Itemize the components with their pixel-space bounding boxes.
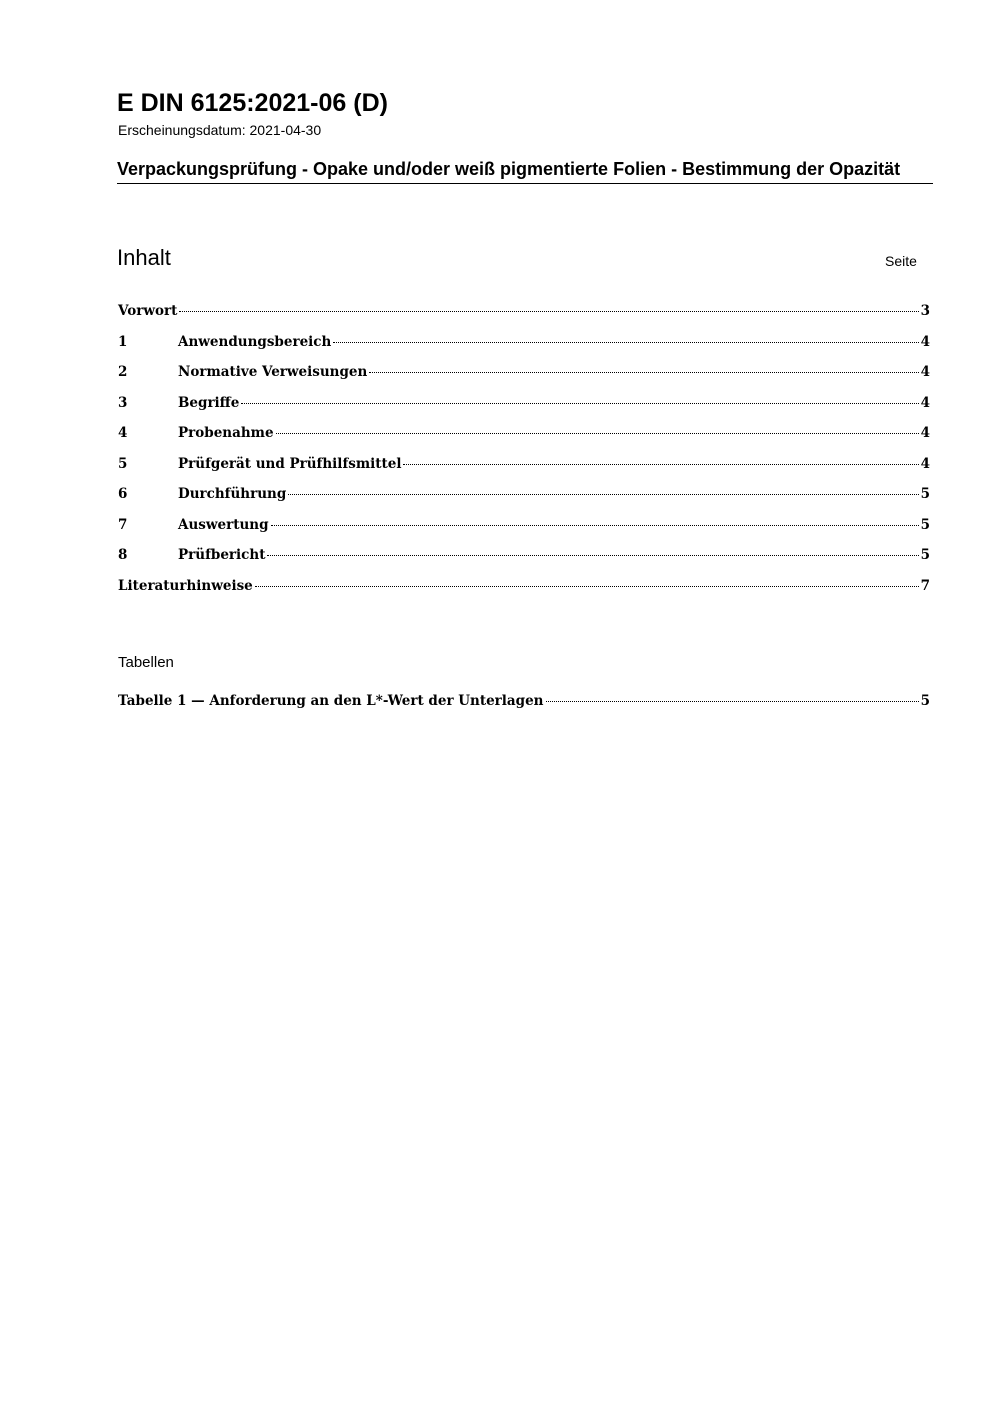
toc-entry-page: 7 — [920, 577, 930, 594]
list-of-tables — [118, 690, 930, 721]
dot-leader — [179, 311, 918, 312]
toc-entry-test-report[interactable] — [118, 544, 930, 575]
dot-leader — [241, 403, 918, 404]
toc-entry-evaluation[interactable] — [118, 514, 930, 545]
table-entry-page: 5 — [920, 693, 930, 709]
toc-entry-title: Anwendungsbereich — [178, 333, 332, 350]
dot-leader — [267, 555, 918, 556]
toc-entry-page: 4 — [920, 364, 930, 380]
toc-entry-title: Durchführung — [178, 486, 287, 502]
toc-entry-number: 5 — [118, 455, 128, 472]
dot-leader — [271, 525, 919, 526]
dot-leader — [333, 342, 918, 343]
dot-leader — [403, 464, 918, 465]
toc-entry-page: 4 — [920, 425, 930, 441]
toc-entry-bibliography[interactable] — [118, 575, 930, 606]
page-column-label: Seite — [885, 253, 917, 269]
toc-entry-number: 7 — [118, 516, 128, 533]
toc-entry-page: 5 — [920, 547, 930, 563]
toc-entry-number: 1 — [118, 333, 128, 350]
toc-entry-page: 5 — [920, 486, 930, 502]
toc-entry-number: 8 — [118, 547, 128, 563]
table-of-contents — [118, 300, 930, 605]
toc-heading: Inhalt — [117, 245, 171, 270]
document-id: E DIN 6125:2021-06 (D) — [117, 89, 388, 117]
toc-entry-title: Prüfbericht — [178, 547, 266, 563]
toc-entry-number: 6 — [118, 486, 128, 502]
toc-entry-title: Vorwort — [118, 303, 178, 319]
toc-entry-title: Probenahme — [178, 425, 274, 441]
tables-heading: Tabellen — [118, 654, 174, 671]
toc-entry-scope[interactable] — [118, 331, 930, 362]
toc-entry-page: 4 — [920, 394, 930, 411]
publication-date: Erscheinungsdatum: 2021-04-30 — [118, 122, 322, 138]
table-entry-1[interactable] — [118, 690, 930, 721]
dot-leader — [276, 433, 919, 434]
dot-leader — [369, 372, 918, 373]
toc-entry-terms[interactable] — [118, 392, 930, 423]
dot-leader — [546, 701, 919, 702]
toc-entry-page: 4 — [920, 333, 930, 350]
toc-entry-title: Auswertung — [178, 516, 269, 533]
toc-entry-sampling[interactable] — [118, 422, 930, 453]
toc-entry-number: 4 — [118, 425, 128, 441]
toc-entry-page: 3 — [920, 303, 930, 319]
toc-entry-normative-references[interactable] — [118, 361, 930, 392]
toc-entry-number: 3 — [118, 394, 128, 411]
toc-entry-title: Normative Verweisungen — [178, 364, 368, 380]
document-title: Verpackungsprüfung - Opake und/oder weiß pigmentierte Folien - Bestimmung der Opazität — [117, 158, 933, 184]
dot-leader — [255, 586, 919, 587]
toc-entry-apparatus[interactable] — [118, 453, 930, 484]
toc-entry-page: 5 — [920, 516, 930, 533]
toc-entry-title: Begriffe — [178, 394, 240, 411]
toc-entry-page: 4 — [920, 455, 930, 472]
toc-entry-foreword[interactable] — [118, 300, 930, 331]
toc-entry-procedure[interactable] — [118, 483, 930, 514]
toc-entry-title: Literaturhinweise — [118, 577, 253, 594]
table-entry-title: Tabelle 1 — Anforderung an den L*-Wert der Unterlagen — [118, 693, 544, 709]
toc-entry-title: Prüfgerät und Prüfhilfsmittel — [178, 455, 402, 472]
toc-entry-number: 2 — [118, 364, 128, 380]
dot-leader — [288, 494, 918, 495]
